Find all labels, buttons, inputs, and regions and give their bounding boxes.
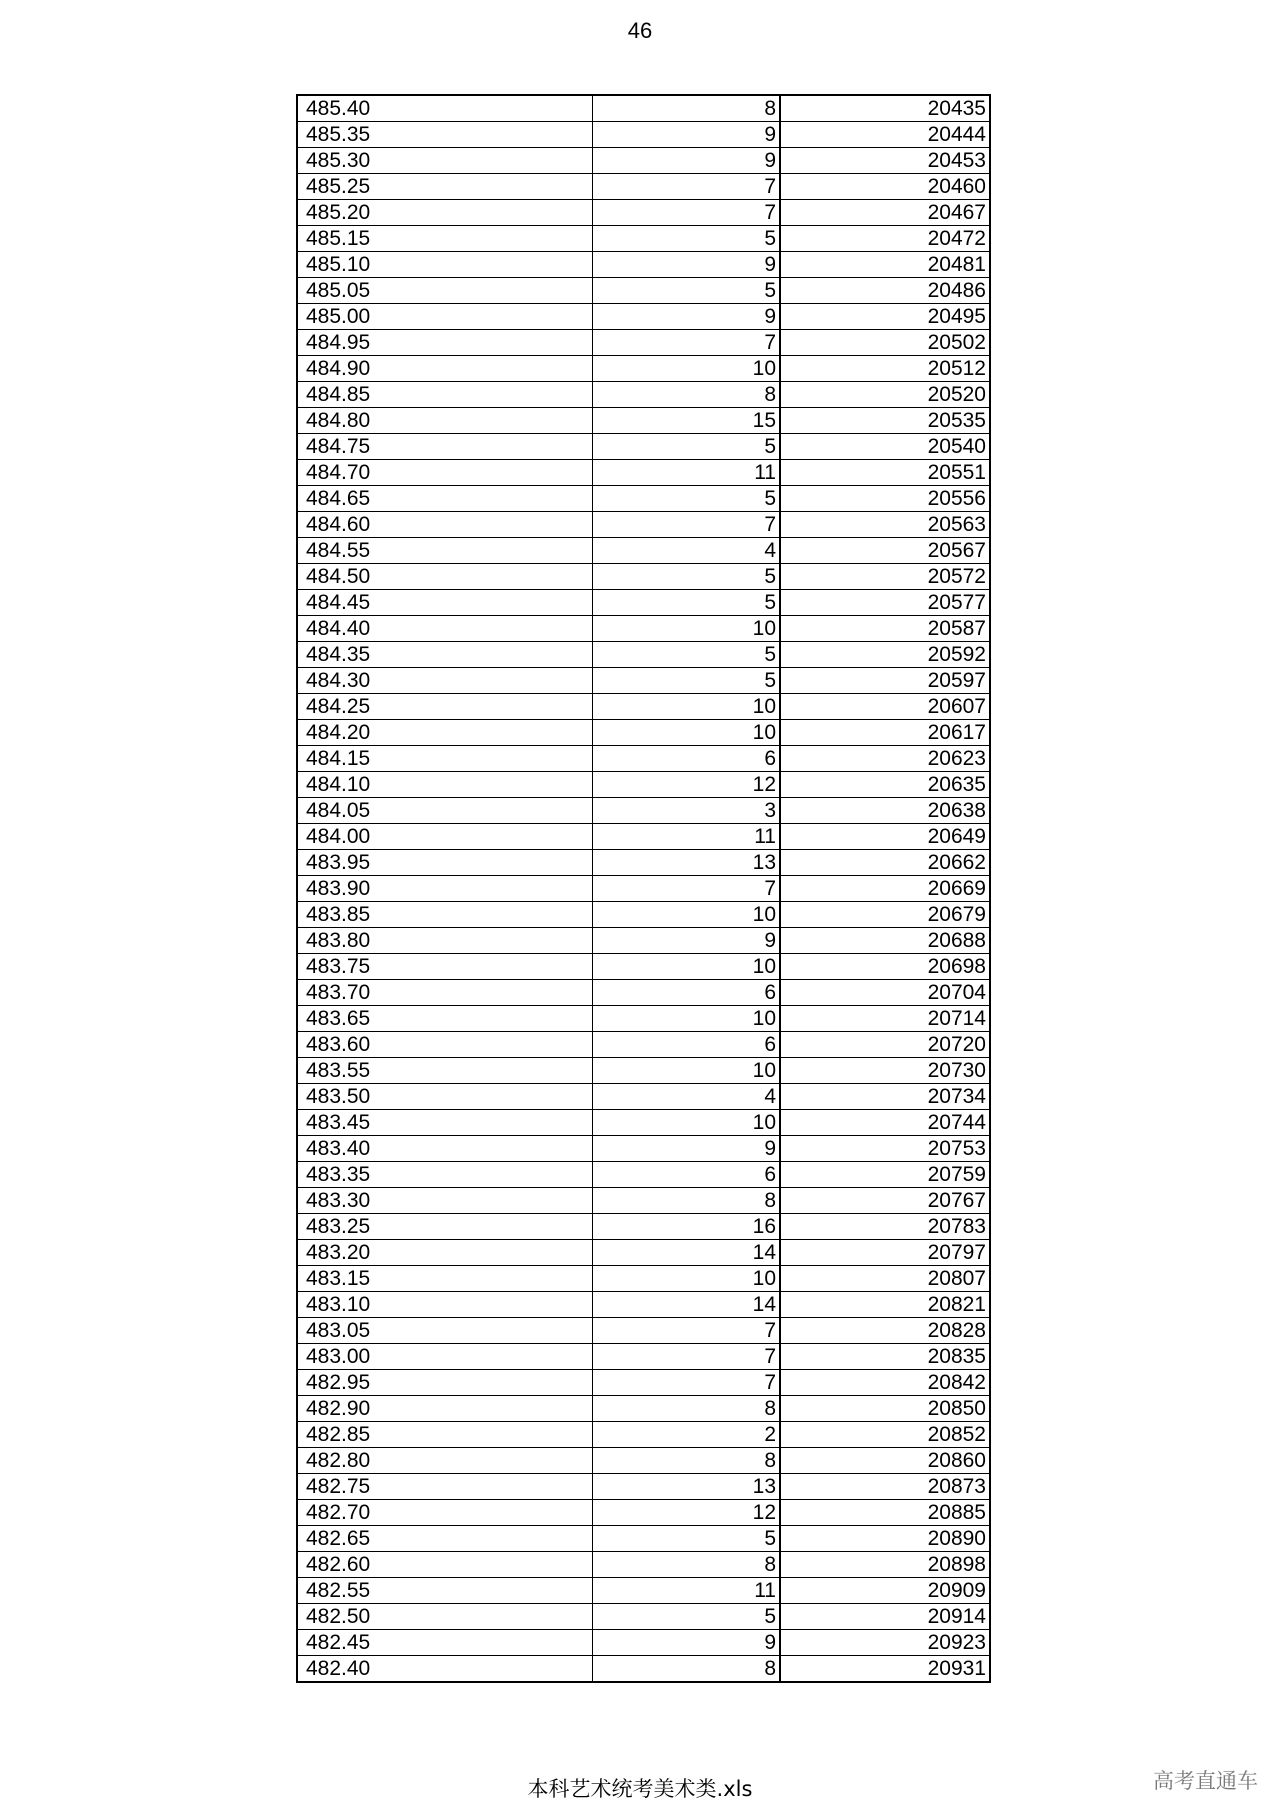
table-row [297, 174, 990, 200]
table-row [297, 642, 990, 668]
score-cell: 484.95 [297, 330, 592, 356]
score-cell: 482.80 [297, 1448, 592, 1474]
table-row [297, 1656, 990, 1683]
score-cell: 482.70 [297, 1500, 592, 1526]
footer-filename: 本科艺术统考美术类.xls [527, 1777, 753, 1801]
count-cell: 7 [592, 1344, 780, 1370]
count-cell: 5 [592, 668, 780, 694]
count-cell: 10 [592, 356, 780, 382]
score-cell: 483.70 [297, 980, 592, 1006]
score-cell: 483.20 [297, 1240, 592, 1266]
table-row [297, 460, 990, 486]
table-row [297, 486, 990, 512]
cumulative-cell: 20852 [780, 1422, 990, 1448]
count-cell: 10 [592, 1266, 780, 1292]
score-cell: 484.85 [297, 382, 592, 408]
cumulative-cell: 20444 [780, 122, 990, 148]
count-cell: 5 [592, 642, 780, 668]
cumulative-cell: 20617 [780, 720, 990, 746]
count-cell: 5 [592, 1604, 780, 1630]
count-cell: 5 [592, 590, 780, 616]
cumulative-cell: 20767 [780, 1188, 990, 1214]
score-cell: 483.75 [297, 954, 592, 980]
score-cell: 484.45 [297, 590, 592, 616]
table-row [297, 356, 990, 382]
cumulative-cell: 20679 [780, 902, 990, 928]
score-cell: 482.60 [297, 1552, 592, 1578]
count-cell: 11 [592, 824, 780, 850]
cumulative-cell: 20467 [780, 200, 990, 226]
cumulative-cell: 20873 [780, 1474, 990, 1500]
count-cell: 4 [592, 538, 780, 564]
score-cell: 484.00 [297, 824, 592, 850]
count-cell: 10 [592, 720, 780, 746]
count-cell: 8 [592, 1656, 780, 1683]
count-cell: 14 [592, 1292, 780, 1318]
count-cell: 6 [592, 980, 780, 1006]
table-row [297, 902, 990, 928]
count-cell: 13 [592, 850, 780, 876]
score-cell: 485.25 [297, 174, 592, 200]
table-row [297, 1396, 990, 1422]
cumulative-cell: 20931 [780, 1656, 990, 1683]
count-cell: 10 [592, 1058, 780, 1084]
table-row [297, 954, 990, 980]
table-row [297, 1604, 990, 1630]
cumulative-cell: 20698 [780, 954, 990, 980]
score-cell: 484.60 [297, 512, 592, 538]
cumulative-cell: 20850 [780, 1396, 990, 1422]
count-cell: 9 [592, 122, 780, 148]
count-cell: 16 [592, 1214, 780, 1240]
table-row [297, 1188, 990, 1214]
cumulative-cell: 20860 [780, 1448, 990, 1474]
score-cell: 485.30 [297, 148, 592, 174]
table-row [297, 1318, 990, 1344]
cumulative-cell: 20597 [780, 668, 990, 694]
score-cell: 483.40 [297, 1136, 592, 1162]
cumulative-cell: 20885 [780, 1500, 990, 1526]
count-cell: 7 [592, 512, 780, 538]
table-row [297, 1058, 990, 1084]
score-cell: 482.40 [297, 1656, 592, 1683]
score-cell: 482.50 [297, 1604, 592, 1630]
count-cell: 10 [592, 694, 780, 720]
cumulative-cell: 20734 [780, 1084, 990, 1110]
count-cell: 8 [592, 95, 780, 122]
table-row [297, 304, 990, 330]
count-cell: 7 [592, 174, 780, 200]
cumulative-cell: 20486 [780, 278, 990, 304]
score-cell: 483.80 [297, 928, 592, 954]
table-row [297, 1370, 990, 1396]
table-row [297, 512, 990, 538]
count-cell: 9 [592, 1630, 780, 1656]
count-cell: 5 [592, 564, 780, 590]
count-cell: 8 [592, 1396, 780, 1422]
cumulative-cell: 20662 [780, 850, 990, 876]
cumulative-cell: 20890 [780, 1526, 990, 1552]
cumulative-cell: 20481 [780, 252, 990, 278]
count-cell: 9 [592, 304, 780, 330]
count-cell: 11 [592, 1578, 780, 1604]
count-cell: 4 [592, 1084, 780, 1110]
score-cell: 484.75 [297, 434, 592, 460]
count-cell: 8 [592, 1552, 780, 1578]
score-table [296, 94, 991, 1683]
cumulative-cell: 20638 [780, 798, 990, 824]
count-cell: 13 [592, 1474, 780, 1500]
count-cell: 9 [592, 148, 780, 174]
cumulative-cell: 20688 [780, 928, 990, 954]
score-cell: 483.15 [297, 1266, 592, 1292]
table-row [297, 1500, 990, 1526]
cumulative-cell: 20783 [780, 1214, 990, 1240]
cumulative-cell: 20759 [780, 1162, 990, 1188]
count-cell: 6 [592, 746, 780, 772]
cumulative-cell: 20535 [780, 408, 990, 434]
count-cell: 7 [592, 1370, 780, 1396]
count-cell: 15 [592, 408, 780, 434]
table-row [297, 382, 990, 408]
cumulative-cell: 20551 [780, 460, 990, 486]
table-row [297, 980, 990, 1006]
cumulative-cell: 20623 [780, 746, 990, 772]
table-row [297, 876, 990, 902]
table-row [297, 1084, 990, 1110]
cumulative-cell: 20572 [780, 564, 990, 590]
cumulative-cell: 20744 [780, 1110, 990, 1136]
table-row [297, 200, 990, 226]
count-cell: 7 [592, 330, 780, 356]
score-cell: 484.55 [297, 538, 592, 564]
table-row [297, 1344, 990, 1370]
cumulative-cell: 20556 [780, 486, 990, 512]
score-cell: 485.15 [297, 226, 592, 252]
cumulative-cell: 20460 [780, 174, 990, 200]
cumulative-cell: 20577 [780, 590, 990, 616]
score-cell: 483.35 [297, 1162, 592, 1188]
table-row [297, 226, 990, 252]
cumulative-cell: 20730 [780, 1058, 990, 1084]
table-row [297, 1162, 990, 1188]
table-row [297, 1006, 990, 1032]
page-number: 46 [627, 18, 653, 43]
table-row [297, 1552, 990, 1578]
score-cell: 483.30 [297, 1188, 592, 1214]
count-cell: 12 [592, 772, 780, 798]
table-row [297, 1292, 990, 1318]
cumulative-cell: 20502 [780, 330, 990, 356]
score-cell: 484.35 [297, 642, 592, 668]
count-cell: 9 [592, 252, 780, 278]
table-row [297, 1526, 990, 1552]
cumulative-cell: 20587 [780, 616, 990, 642]
count-cell: 14 [592, 1240, 780, 1266]
score-cell: 484.10 [297, 772, 592, 798]
count-cell: 8 [592, 1448, 780, 1474]
cumulative-cell: 20835 [780, 1344, 990, 1370]
table-row [297, 148, 990, 174]
cumulative-cell: 20512 [780, 356, 990, 382]
score-cell: 484.25 [297, 694, 592, 720]
cumulative-cell: 20821 [780, 1292, 990, 1318]
count-cell: 10 [592, 902, 780, 928]
table-row [297, 694, 990, 720]
table-row [297, 538, 990, 564]
score-cell: 483.55 [297, 1058, 592, 1084]
watermark-text: 高考直通车 [1153, 1769, 1258, 1793]
cumulative-cell: 20797 [780, 1240, 990, 1266]
count-cell: 2 [592, 1422, 780, 1448]
score-cell: 485.35 [297, 122, 592, 148]
score-cell: 484.30 [297, 668, 592, 694]
score-cell: 483.95 [297, 850, 592, 876]
cumulative-cell: 20453 [780, 148, 990, 174]
count-cell: 7 [592, 1318, 780, 1344]
table-row [297, 1214, 990, 1240]
count-cell: 7 [592, 200, 780, 226]
score-cell: 482.90 [297, 1396, 592, 1422]
cumulative-cell: 20563 [780, 512, 990, 538]
cumulative-cell: 20520 [780, 382, 990, 408]
table-row [297, 1630, 990, 1656]
score-cell: 483.50 [297, 1084, 592, 1110]
table-row [297, 746, 990, 772]
cumulative-cell: 20495 [780, 304, 990, 330]
table-row [297, 928, 990, 954]
score-cell: 483.90 [297, 876, 592, 902]
cumulative-cell: 20669 [780, 876, 990, 902]
table-row [297, 1240, 990, 1266]
score-cell: 482.75 [297, 1474, 592, 1500]
count-cell: 10 [592, 954, 780, 980]
table-row [297, 408, 990, 434]
table-row [297, 95, 990, 122]
score-cell: 484.15 [297, 746, 592, 772]
table-row [297, 668, 990, 694]
score-cell: 483.25 [297, 1214, 592, 1240]
count-cell: 5 [592, 278, 780, 304]
score-cell: 483.05 [297, 1318, 592, 1344]
table-row [297, 1266, 990, 1292]
count-cell: 8 [592, 1188, 780, 1214]
score-cell: 485.00 [297, 304, 592, 330]
cumulative-cell: 20435 [780, 95, 990, 122]
count-cell: 8 [592, 382, 780, 408]
score-cell: 482.45 [297, 1630, 592, 1656]
cumulative-cell: 20607 [780, 694, 990, 720]
count-cell: 5 [592, 434, 780, 460]
score-cell: 485.40 [297, 95, 592, 122]
score-cell: 482.65 [297, 1526, 592, 1552]
count-cell: 6 [592, 1032, 780, 1058]
score-cell: 483.00 [297, 1344, 592, 1370]
cumulative-cell: 20704 [780, 980, 990, 1006]
count-cell: 5 [592, 226, 780, 252]
table-row [297, 1474, 990, 1500]
score-cell: 484.40 [297, 616, 592, 642]
cumulative-cell: 20472 [780, 226, 990, 252]
cumulative-cell: 20753 [780, 1136, 990, 1162]
cumulative-cell: 20898 [780, 1552, 990, 1578]
table-row [297, 772, 990, 798]
score-cell: 484.65 [297, 486, 592, 512]
cumulative-cell: 20807 [780, 1266, 990, 1292]
score-cell: 483.45 [297, 1110, 592, 1136]
cumulative-cell: 20720 [780, 1032, 990, 1058]
score-cell: 485.05 [297, 278, 592, 304]
cumulative-cell: 20540 [780, 434, 990, 460]
table-row [297, 1578, 990, 1604]
table-row [297, 1448, 990, 1474]
table-row [297, 564, 990, 590]
table-row [297, 1110, 990, 1136]
cumulative-cell: 20909 [780, 1578, 990, 1604]
table-row [297, 590, 990, 616]
table-row [297, 720, 990, 746]
score-cell: 484.90 [297, 356, 592, 382]
score-cell: 483.10 [297, 1292, 592, 1318]
score-cell: 482.55 [297, 1578, 592, 1604]
count-cell: 5 [592, 1526, 780, 1552]
count-cell: 11 [592, 460, 780, 486]
cumulative-cell: 20914 [780, 1604, 990, 1630]
count-cell: 3 [592, 798, 780, 824]
count-cell: 5 [592, 486, 780, 512]
table-row [297, 278, 990, 304]
cumulative-cell: 20714 [780, 1006, 990, 1032]
score-cell: 484.70 [297, 460, 592, 486]
score-cell: 485.10 [297, 252, 592, 278]
count-cell: 7 [592, 876, 780, 902]
score-cell: 484.05 [297, 798, 592, 824]
table-row [297, 122, 990, 148]
cumulative-cell: 20828 [780, 1318, 990, 1344]
count-cell: 10 [592, 1110, 780, 1136]
table-row [297, 1422, 990, 1448]
score-cell: 484.50 [297, 564, 592, 590]
cumulative-cell: 20649 [780, 824, 990, 850]
table-row [297, 1136, 990, 1162]
score-cell: 483.60 [297, 1032, 592, 1058]
count-cell: 10 [592, 1006, 780, 1032]
score-cell: 483.65 [297, 1006, 592, 1032]
table-row [297, 824, 990, 850]
score-cell: 483.85 [297, 902, 592, 928]
count-cell: 9 [592, 928, 780, 954]
cumulative-cell: 20567 [780, 538, 990, 564]
score-cell: 482.95 [297, 1370, 592, 1396]
score-cell: 482.85 [297, 1422, 592, 1448]
count-cell: 12 [592, 1500, 780, 1526]
table-row [297, 1032, 990, 1058]
score-cell: 484.20 [297, 720, 592, 746]
count-cell: 9 [592, 1136, 780, 1162]
count-cell: 6 [592, 1162, 780, 1188]
cumulative-cell: 20842 [780, 1370, 990, 1396]
score-cell: 485.20 [297, 200, 592, 226]
count-cell: 10 [592, 616, 780, 642]
cumulative-cell: 20592 [780, 642, 990, 668]
table-row [297, 616, 990, 642]
cumulative-cell: 20635 [780, 772, 990, 798]
table-row [297, 330, 990, 356]
score-cell: 484.80 [297, 408, 592, 434]
table-row [297, 434, 990, 460]
table-row [297, 798, 990, 824]
cumulative-cell: 20923 [780, 1630, 990, 1656]
table-row [297, 850, 990, 876]
score-table-body [297, 95, 990, 1682]
table-row [297, 252, 990, 278]
